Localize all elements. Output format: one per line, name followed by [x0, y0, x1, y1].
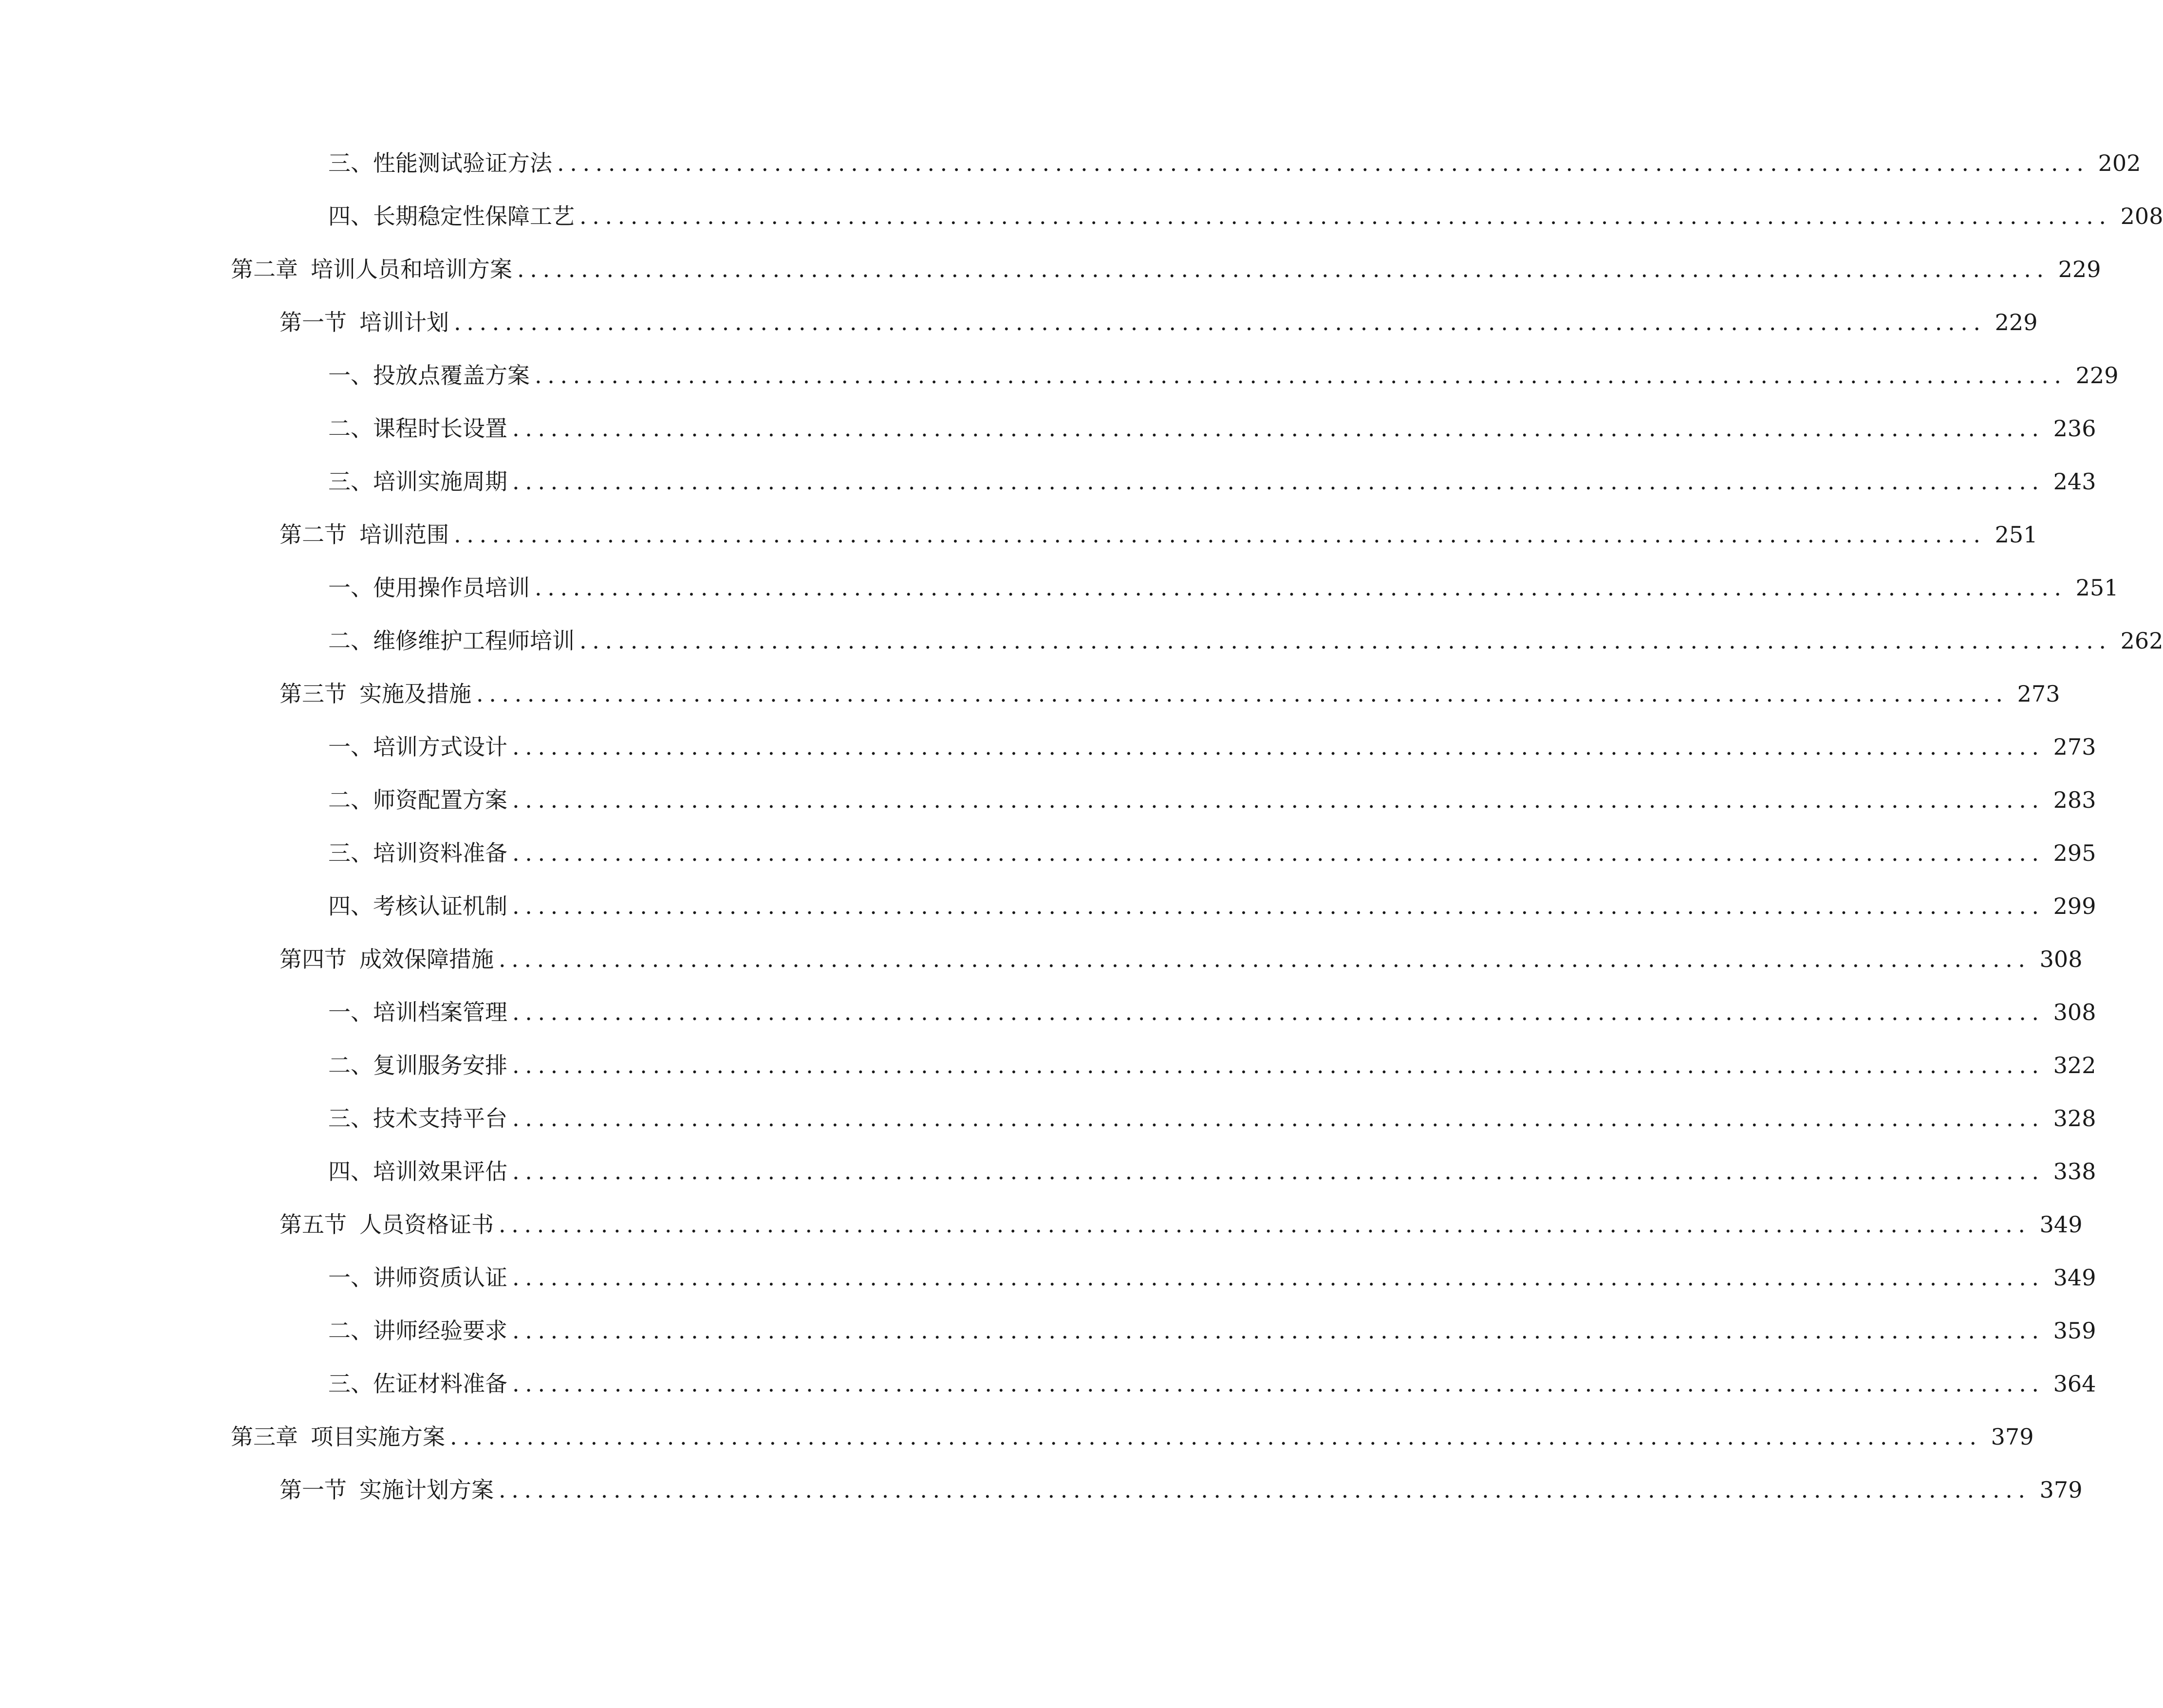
toc-dot-leader: ........................................................................................................................: [557, 150, 2089, 176]
toc-entry[interactable]: [280, 305, 2038, 340]
toc-entry-title: 成效保障措施: [359, 946, 494, 972]
toc-entry[interactable]: [328, 782, 2096, 817]
toc-entry-number: 第三章: [231, 1424, 298, 1450]
toc-entry-number: 一、: [328, 575, 373, 601]
toc-dot-leader: ........................................................................................................................: [512, 1318, 2045, 1344]
toc-dot-leader: ........................................................................................................................: [450, 1424, 1982, 1450]
toc-dot-leader: ........................................................................................................................: [512, 415, 2045, 442]
toc-dot-leader: ........................................................................................................................: [512, 1052, 2045, 1078]
toc-entry[interactable]: [328, 146, 2141, 181]
toc-entry-page: 338: [2053, 1158, 2096, 1185]
toc-entry-title: 讲师经验要求: [373, 1318, 507, 1344]
toc-dot-leader: ........................................................................................................................: [512, 1371, 2045, 1397]
toc-entry-number: 第一节: [280, 1477, 347, 1503]
toc-entry-title: 培训档案管理: [373, 999, 507, 1025]
toc-entry-number: 四、: [328, 203, 373, 229]
toc-entry-title: 培训计划: [359, 309, 449, 335]
toc-entry-number: 第四节: [280, 946, 347, 972]
toc-entry-title: 佐证材料准备: [373, 1371, 507, 1397]
toc-entry-page: 364: [2053, 1371, 2096, 1397]
toc-entry-title: 培训效果评估: [373, 1158, 507, 1185]
toc-entry-title: 使用操作员培训: [373, 575, 530, 601]
toc-dot-leader: ........................................................................................................................: [454, 309, 1986, 335]
toc-entry-page: 299: [2053, 893, 2096, 919]
toc-entry-page: 349: [2039, 1211, 2083, 1238]
toc-entry-title: 师资配置方案: [373, 787, 507, 813]
toc-entry-title: 培训资料准备: [373, 840, 507, 866]
toc-entry-page: 229: [2058, 256, 2101, 282]
toc-entry-page: 251: [1995, 521, 2038, 548]
toc-entry-number: 一、: [328, 1264, 373, 1291]
toc-entry-page: 202: [2098, 150, 2141, 176]
toc-entry-number: 一、: [328, 734, 373, 760]
toc-entry[interactable]: [328, 1260, 2096, 1295]
toc-entry-number: 三、: [328, 840, 373, 866]
toc-entry-title: 考核认证机制: [373, 893, 507, 919]
toc-dot-leader: ........................................................................................................................: [512, 1264, 2045, 1291]
toc-dot-leader: ........................................................................................................................: [512, 734, 2045, 760]
toc-entry-title: 培训实施周期: [373, 468, 507, 495]
toc-entry-title: 维修维护工程师培训: [373, 628, 575, 654]
toc-entry[interactable]: [328, 1101, 2096, 1136]
toc-entry-number: 三、: [328, 150, 373, 176]
toc-dot-leader: ........................................................................................................................: [499, 946, 2031, 972]
toc-entry[interactable]: [328, 411, 2096, 446]
toc-entry[interactable]: [231, 252, 2101, 287]
toc-entry[interactable]: [328, 1154, 2096, 1189]
toc-entry-title: 课程时长设置: [373, 415, 507, 442]
toc-entry-page: 308: [2053, 999, 2096, 1025]
toc-dot-leader: ........................................................................................................................: [512, 1158, 2045, 1185]
toc-entry-title: 实施计划方案: [359, 1477, 494, 1503]
toc-entry[interactable]: [328, 1048, 2096, 1083]
toc-entry-number: 第五节: [280, 1211, 347, 1238]
toc-entry-title: 复训服务安排: [373, 1052, 507, 1078]
toc-entry[interactable]: [328, 889, 2096, 924]
toc-entry-title: 培训范围: [359, 521, 449, 548]
toc-dot-leader: ........................................................................................................................: [512, 999, 2045, 1025]
toc-entry[interactable]: [280, 942, 2083, 977]
toc-entry[interactable]: [328, 1313, 2096, 1348]
toc-dot-leader: ........................................................................................................................: [517, 256, 2050, 282]
toc-entry-title: 培训人员和培训方案: [311, 256, 512, 282]
toc-entry-number: 四、: [328, 893, 373, 919]
toc-entry-title: 性能测试验证方法: [373, 150, 552, 176]
toc-dot-leader: ........................................................................................................................: [454, 521, 1986, 548]
toc-entry-title: 投放点覆盖方案: [373, 362, 530, 389]
toc-entry-page: 295: [2053, 840, 2096, 866]
toc-entry-page: 359: [2053, 1318, 2096, 1344]
toc-dot-leader: ........................................................................................................................: [512, 468, 2045, 495]
toc-entry-page: 379: [1991, 1424, 2034, 1450]
toc-entry-page: 328: [2053, 1105, 2096, 1132]
toc-entry-page: 208: [2120, 203, 2163, 229]
toc-entry-number: 第二节: [280, 521, 347, 548]
toc-entry-number: 第二章: [231, 256, 298, 282]
toc-entry-number: 二、: [328, 415, 373, 442]
toc-dot-leader: ........................................................................................................................: [579, 203, 2112, 229]
toc-entry[interactable]: [328, 358, 2119, 393]
toc-entry-page: 262: [2120, 628, 2163, 654]
toc-entry-page: 251: [2075, 575, 2119, 601]
toc-dot-leader: ........................................................................................................................: [476, 681, 2009, 707]
toc-entry-title: 讲师资质认证: [373, 1264, 507, 1291]
toc-entry-number: 第三节: [280, 681, 347, 707]
toc-entry-number: 二、: [328, 1052, 373, 1078]
toc-dot-leader: ........................................................................................................................: [499, 1211, 2031, 1238]
toc-entry-page: 379: [2039, 1477, 2083, 1503]
toc-dot-leader: ........................................................................................................................: [512, 1105, 2045, 1132]
toc-entry[interactable]: [328, 570, 2119, 605]
toc-entry-title: 技术支持平台: [373, 1105, 507, 1132]
toc-entry-page: 273: [2053, 734, 2096, 760]
toc-entry[interactable]: [280, 676, 2060, 711]
toc-entry-number: 二、: [328, 1318, 373, 1344]
toc-entry-page: 273: [2017, 681, 2060, 707]
toc-entry-number: 三、: [328, 1105, 373, 1132]
toc-entry-title: 培训方式设计: [373, 734, 507, 760]
toc-entry-title: 人员资格证书: [359, 1211, 494, 1238]
toc-entry-number: 二、: [328, 628, 373, 654]
toc-dot-leader: ........................................................................................................................: [579, 628, 2112, 654]
toc-entry[interactable]: [328, 623, 2163, 658]
toc-dot-leader: ........................................................................................................................: [499, 1477, 2031, 1503]
toc-entry[interactable]: [328, 835, 2096, 871]
toc-entry[interactable]: [280, 1472, 2083, 1507]
toc-entry-number: 二、: [328, 787, 373, 813]
toc-dot-leader: ........................................................................................................................: [512, 840, 2045, 866]
toc-dot-leader: ........................................................................................................................: [512, 787, 2045, 813]
toc-dot-leader: ........................................................................................................................: [535, 362, 2067, 389]
toc-entry-page: 283: [2053, 787, 2096, 813]
toc-entry-page: 349: [2053, 1264, 2096, 1291]
toc-entry-number: 三、: [328, 1371, 373, 1397]
toc-entry[interactable]: [328, 199, 2163, 234]
toc-entry-title: 项目实施方案: [311, 1424, 445, 1450]
toc-dot-leader: ........................................................................................................................: [535, 575, 2067, 601]
toc-entry-page: 229: [1995, 309, 2038, 335]
toc-entry-number: 一、: [328, 362, 373, 389]
toc-entry[interactable]: [280, 1207, 2083, 1242]
toc-entry[interactable]: [328, 464, 2096, 499]
toc-entry-page: 322: [2053, 1052, 2096, 1078]
toc-dot-leader: ........................................................................................................................: [512, 893, 2045, 919]
toc-entry-title: 长期稳定性保障工艺: [373, 203, 575, 229]
toc-entry-page: 308: [2039, 946, 2083, 972]
toc-entry-page: 243: [2053, 468, 2096, 495]
toc-entry-page: 229: [2075, 362, 2119, 389]
toc-entry-title: 实施及措施: [359, 681, 471, 707]
toc-entry[interactable]: [328, 995, 2096, 1030]
toc-entry[interactable]: [328, 729, 2096, 764]
toc-entry[interactable]: [328, 1366, 2096, 1401]
toc-entry-number: 一、: [328, 999, 373, 1025]
toc-entry-number: 三、: [328, 468, 373, 495]
toc-entry-page: 236: [2053, 415, 2096, 442]
toc-entry[interactable]: [231, 1419, 2034, 1454]
toc-entry-number: 第一节: [280, 309, 347, 335]
toc-entry[interactable]: [280, 517, 2038, 552]
toc-entry-number: 四、: [328, 1158, 373, 1185]
